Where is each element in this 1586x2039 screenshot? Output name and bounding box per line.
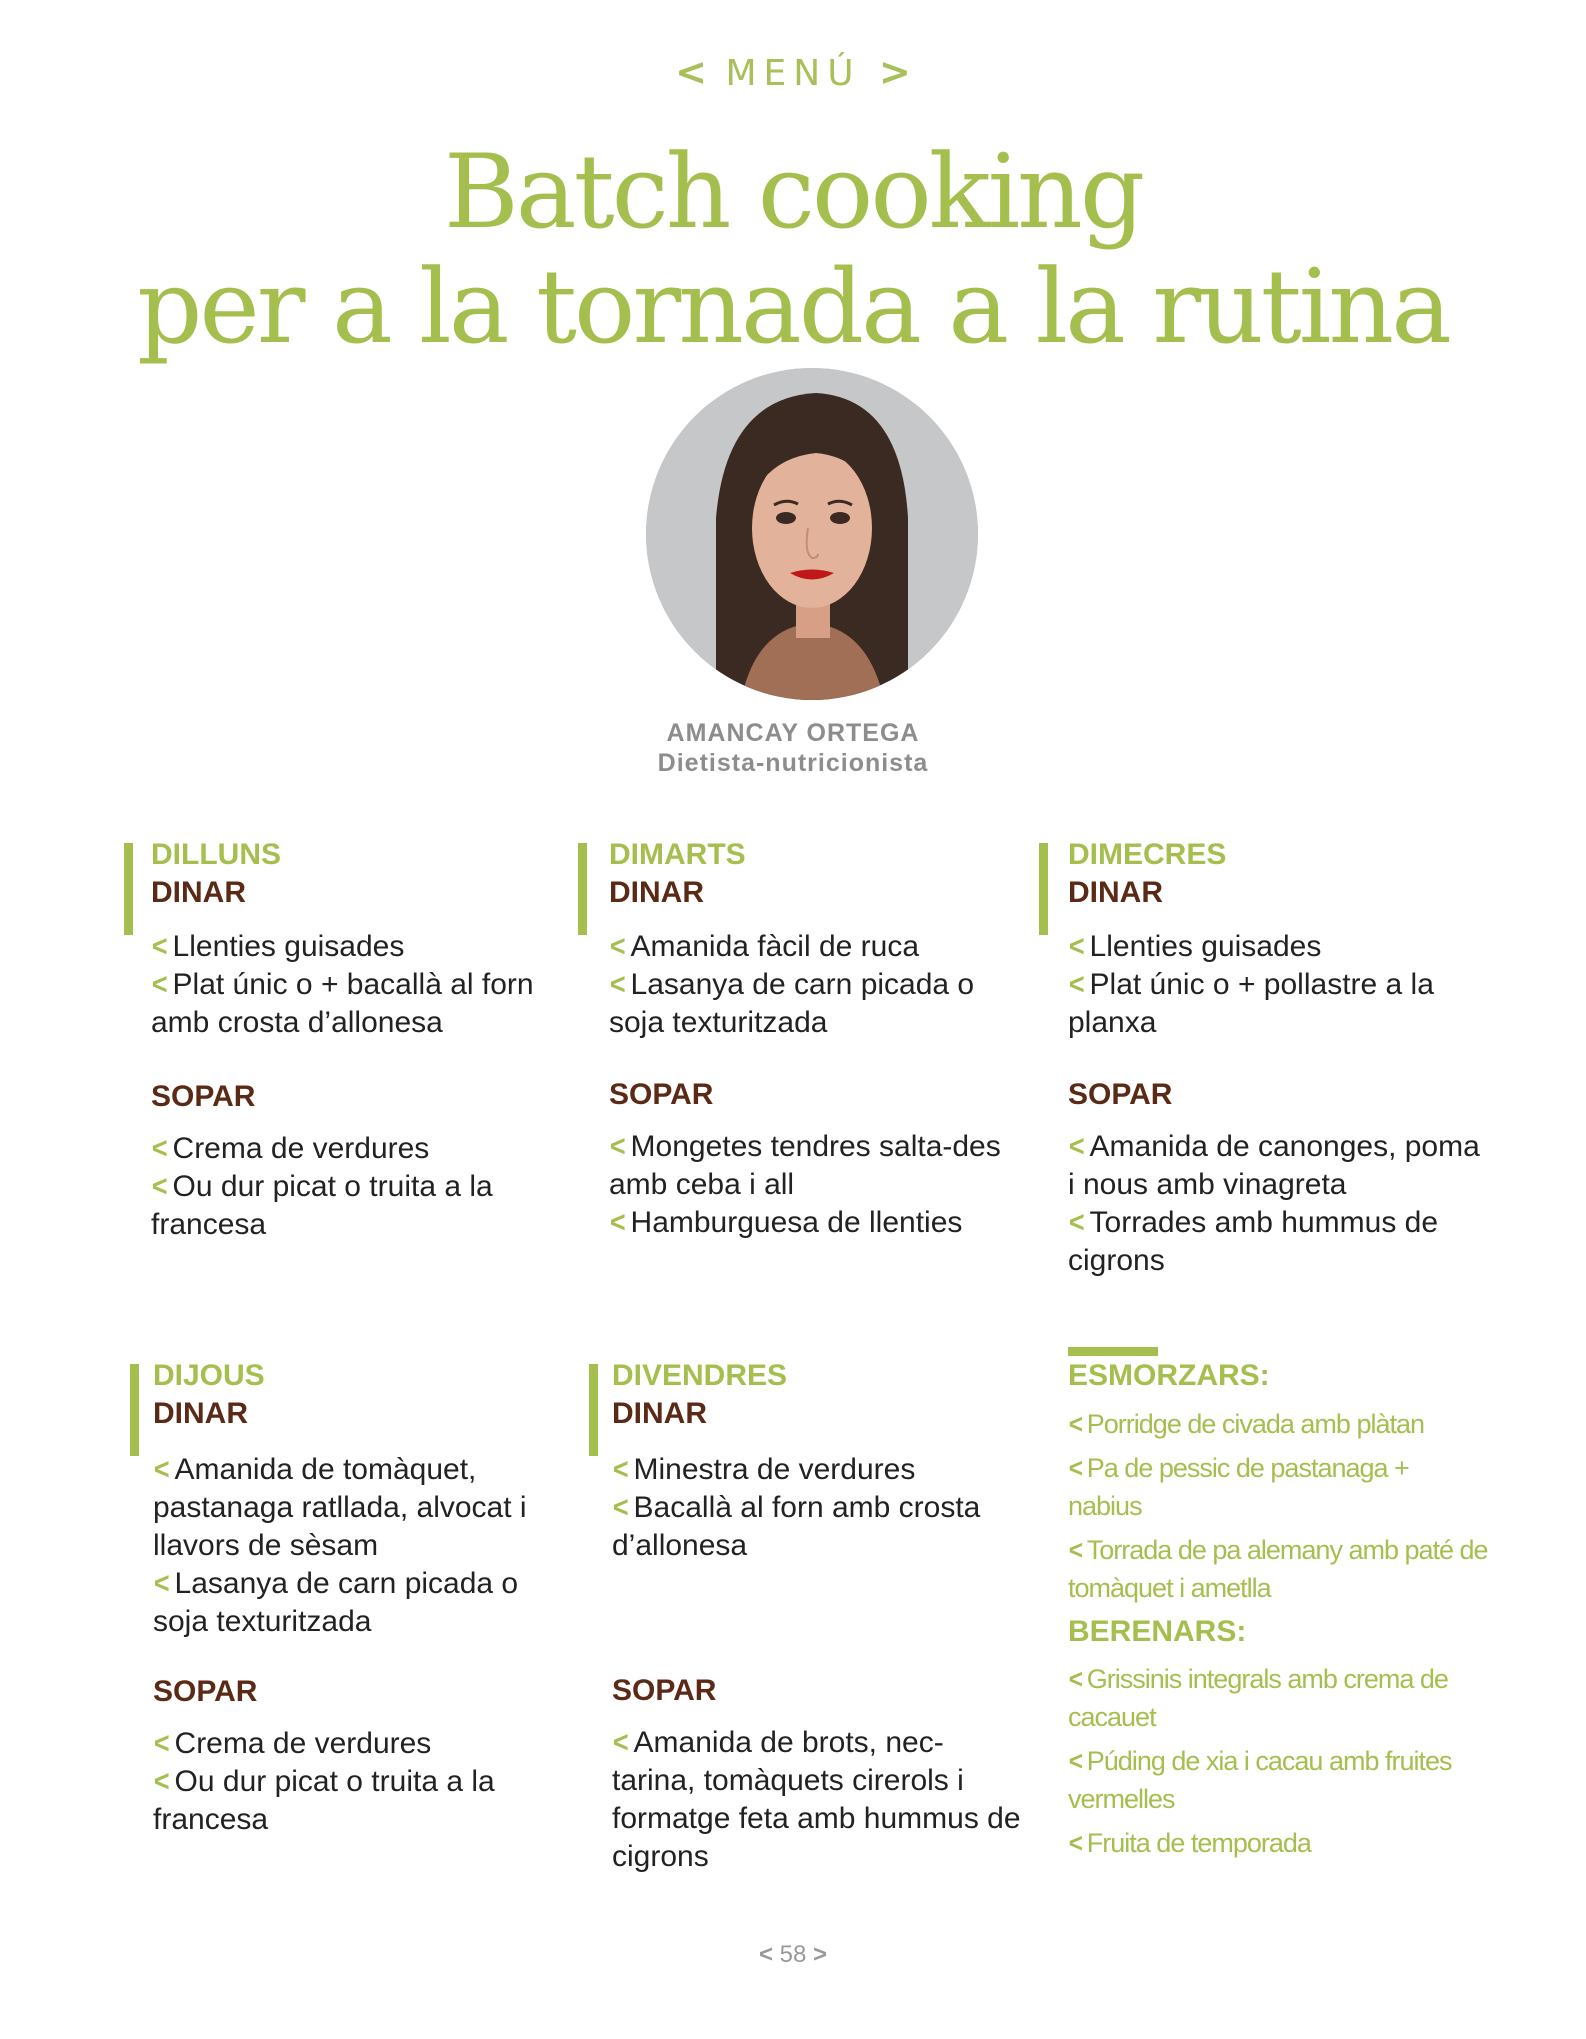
chevron-left-icon: < — [609, 930, 626, 963]
day-accent-bar — [589, 1364, 598, 1456]
sopar-list — [612, 1724, 1022, 1876]
chevron-left-icon: < — [151, 968, 168, 1001]
chevron-left-icon: < — [151, 930, 168, 963]
sopar-list — [153, 1725, 553, 1839]
list-item: < Pa de pessic de pastanaga + nabius — [1068, 1449, 1488, 1525]
list-item: < Lasanya de carn picada o soja texturitzada — [153, 1567, 519, 1638]
chevron-left-icon: < — [1068, 1130, 1085, 1163]
dinar-list — [1068, 928, 1488, 1042]
chevron-left-icon: < — [758, 1941, 773, 1968]
chevron-left-icon: < — [1068, 1535, 1083, 1565]
list-item: < Ou dur picat o truita a la francesa — [153, 1765, 495, 1836]
list-item: < Amanida de tomàquet, pastanaga ratllada, alvocat i llavors de sèsam — [153, 1453, 527, 1562]
chevron-left-icon: < — [612, 1491, 629, 1524]
dinar-list — [153, 1451, 563, 1641]
list-item: < Bacallà al forn amb crosta d’allonesa — [612, 1491, 981, 1562]
list-item: < Lasanya de carn picada o soja texturitzada — [609, 968, 975, 1039]
meal-label-dinar: DINAR — [153, 1397, 248, 1430]
list-item: < Torrada de pa alemany amb paté de tomàquet i ametlla — [1068, 1531, 1488, 1607]
day-accent-bar — [1039, 843, 1048, 935]
chevron-left-icon: < — [1068, 930, 1085, 963]
list-item: < Mongetes tendres salta-des amb ceba i all — [609, 1130, 1001, 1201]
afternoon-snack-heading: BERENARS: — [1068, 1615, 1247, 1648]
meal-label-sopar: SOPAR — [153, 1675, 258, 1708]
list-item: < Hamburguesa de llenties — [609, 1204, 1009, 1242]
meal-label-sopar: SOPAR — [1068, 1078, 1173, 1111]
page-number — [0, 1941, 1586, 1969]
list-item: < Minestra de verdures — [612, 1451, 1022, 1489]
meal-label-dinar: DINAR — [151, 876, 246, 909]
chevron-left-icon: < — [609, 1206, 626, 1239]
breakfast-list — [1068, 1405, 1488, 1613]
meal-label-sopar: SOPAR — [609, 1078, 714, 1111]
list-item: < Porridge de civada amb plàtan — [1068, 1405, 1488, 1443]
author-role: Dietista-nutricionista — [657, 749, 929, 777]
list-item: < Grissinis integrals amb crema de cacauet — [1068, 1660, 1488, 1736]
chevron-left-icon: < — [609, 968, 626, 1001]
sopar-list — [151, 1130, 551, 1244]
list-item: < Ou dur picat o truita a la francesa — [151, 1170, 493, 1241]
day-name: DIMARTS — [609, 838, 746, 871]
list-item: < Plat únic o + bacallà al forn amb crosta d’allonesa — [151, 968, 534, 1039]
chevron-left-icon: < — [675, 50, 707, 94]
chevron-left-icon: < — [153, 1453, 170, 1486]
page-title-line2: per a la tornada a la rutina — [137, 248, 1449, 367]
list-item: < Púding de xia i cacau amb fruites vermelles — [1068, 1742, 1488, 1818]
list-item: < Plat únic o + pollastre a la planxa — [1068, 968, 1434, 1039]
chevron-left-icon: < — [1068, 1206, 1085, 1239]
page-title-line1: Batch cooking — [443, 133, 1143, 252]
chevron-left-icon: < — [1068, 968, 1085, 1001]
breakfast-heading: ESMORZARS: — [1068, 1359, 1270, 1392]
day-name: DIVENDRES — [612, 1359, 788, 1392]
chevron-left-icon: < — [151, 1170, 168, 1203]
list-item: < Amanida de brots, nec-tarina, tomàquets cirerols i formatge feta amb hummus de cigrons — [612, 1726, 1021, 1873]
chevron-right-icon: > — [813, 1941, 828, 1968]
meal-label-sopar: SOPAR — [151, 1080, 256, 1113]
list-item: < Amanida fàcil de ruca — [609, 928, 1019, 966]
day-name: DIJOUS — [153, 1359, 265, 1392]
list-item: < Crema de verdures — [153, 1725, 553, 1763]
chevron-left-icon: < — [153, 1727, 170, 1760]
list-item: < Crema de verdures — [151, 1130, 551, 1168]
dinar-list — [151, 928, 551, 1042]
page-number-text: 58 — [779, 1941, 807, 1968]
list-item: < Fruita de temporada — [1068, 1824, 1488, 1862]
day-accent-bar — [124, 843, 133, 935]
dinar-list — [612, 1451, 1022, 1565]
day-accent-bar — [130, 1364, 139, 1456]
list-item: < Llenties guisades — [1068, 928, 1488, 966]
chevron-left-icon: < — [1068, 1664, 1083, 1694]
chevron-right-icon: > — [879, 50, 911, 94]
section-label — [0, 50, 1586, 94]
snacks-accent-bar — [1068, 1347, 1158, 1356]
author-photo — [646, 368, 978, 700]
chevron-left-icon: < — [609, 1130, 626, 1163]
afternoon-snack-list — [1068, 1660, 1488, 1868]
meal-label-dinar: DINAR — [612, 1397, 707, 1430]
chevron-left-icon: < — [1068, 1828, 1083, 1858]
author-portrait-illustration — [646, 368, 978, 700]
sopar-list — [609, 1128, 1009, 1242]
author-name: AMANCAY ORTEGA — [666, 719, 920, 747]
list-item: < Amanida de canonges, poma i nous amb vinagreta — [1068, 1130, 1480, 1201]
chevron-left-icon: < — [612, 1453, 629, 1486]
meal-label-dinar: DINAR — [609, 876, 704, 909]
list-item: < Llenties guisades — [151, 928, 551, 966]
meal-label-dinar: DINAR — [1068, 876, 1163, 909]
dinar-list — [609, 928, 1019, 1042]
chevron-left-icon: < — [1068, 1453, 1083, 1483]
chevron-left-icon: < — [612, 1726, 629, 1759]
chevron-left-icon: < — [1068, 1409, 1083, 1439]
day-accent-bar — [578, 843, 587, 935]
chevron-left-icon: < — [151, 1132, 168, 1165]
day-name: DILLUNS — [151, 838, 281, 871]
section-label-text: MENÚ — [725, 53, 861, 94]
chevron-left-icon: < — [153, 1567, 170, 1600]
meal-label-sopar: SOPAR — [612, 1674, 717, 1707]
day-name: DIMECRES — [1068, 838, 1227, 871]
chevron-left-icon: < — [153, 1765, 170, 1798]
list-item: < Torrades amb hummus de cigrons — [1068, 1206, 1439, 1277]
chevron-left-icon: < — [1068, 1746, 1083, 1776]
sopar-list — [1068, 1128, 1488, 1280]
